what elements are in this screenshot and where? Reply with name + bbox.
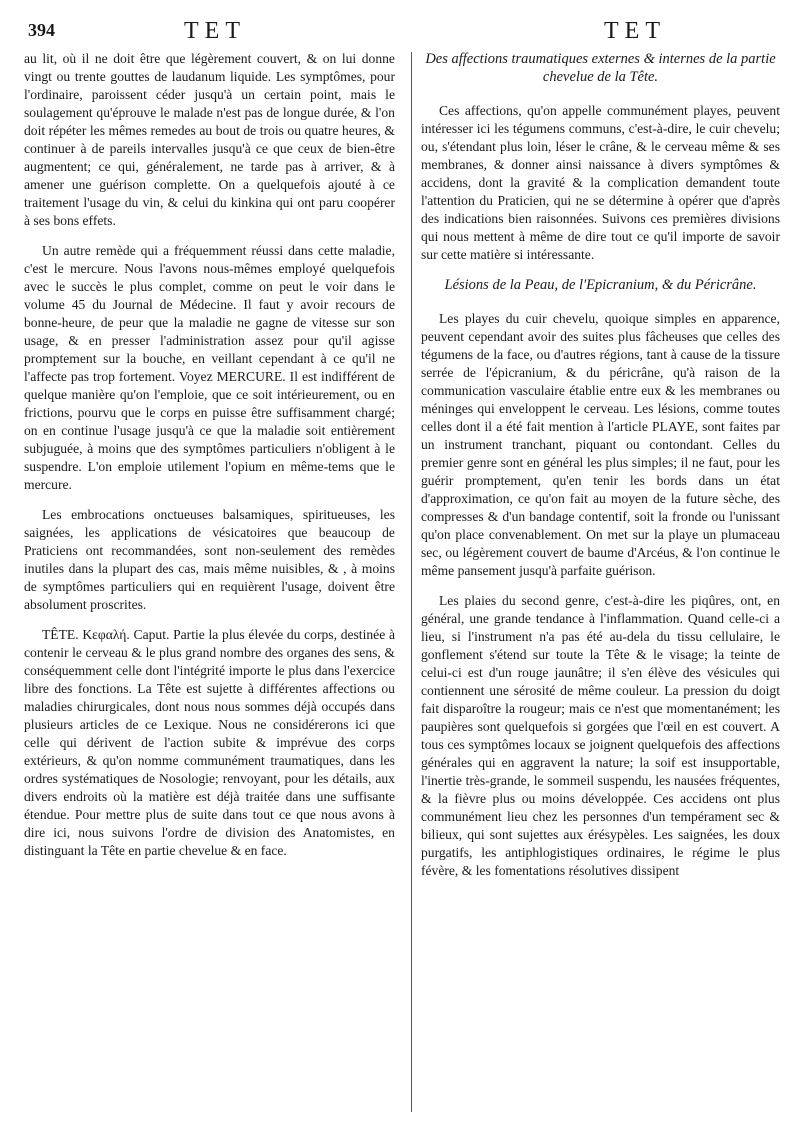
section-subheading: Lésions de la Peau, de l'Epicranium, & du Péricrâne. <box>444 277 757 293</box>
paragraph-tete-entry: TÊTE. Κεφαλή. Caput. Partie la plus élevée du corps, destinée à contenir le cerveau & le plus grand nombre des organes des sens, & conséquemment celle dont l'intégrité importe le plus dans l'exercice libre des fonctions. La Tête est sujette à différentes affections ou maladies chirurgicales, dont nous nous sommes déjà occupés dans plusieurs articles de ce Lexique. Nous ne considérerons ici que celle qui dérivent de l'action subite & imprévue des corps extérieurs, & qu'on nomme communément traumatiques, dans les ordres systématiques de Nosologie; renvoyant, pour les détails, aux divers endroits où la matière est déjà traitée dans une suffisante étendue. Pour mettre plus de suite dans tout ce que nous avons à dire ici, nous suivons l'ordre de division des Anatomistes, en distinguant la Tête en partie chevelue & en face. <box>24 627 395 858</box>
page-number: 394 <box>28 20 55 40</box>
section-title: Des affections traumatiques externes & internes de la partie chevelue de la Tête. <box>425 51 776 85</box>
running-head-right: TET <box>604 18 666 44</box>
two-column-body <box>24 50 780 892</box>
paragraph: Les plaies du second genre, c'est-à-dire les piqûres, ont, en général, une grande tendance à l'inflammation. Quand celle-ci a lieu, si l'instrument n'a pas été au-dela du tissu cellulaire, le gonflement s'étend sur toute la Tête & le visage; la teinte de celui-ci est d'un rouge jaunâtre; il s'en élève des vésicules qui contiennent une sérosité de même couleur. La pression du doigt fait disparoître la rougeur; mais ce n'est que momentanément; les paupières sont quelquefois si gorgées que l'œil en est couvert. A tous ces symptômes locaux se joignent quelquefois des affections générales qui en aggravent la nature; la soif est insupportable, l'inertie très-grande, le sommeil suspendu, les nausées fréquentes, & la fièvre plus ou moins développée. Ces accidens ont plus communément lieu chez les personnes d'un tempérament sec & bilieux, qui sont sujettes aux érésypèles. Les saignées, les doux purgatifs, les antiphlogistiques ordinaires, le régime le plus févère, & les fomentations résolutives dissipent <box>420 593 780 878</box>
left-column <box>24 50 395 892</box>
paragraph: Les embrocations onctueuses balsamiques, spiritueuses, les saignées, les applications de vésicatoires que beaucoup de Praticiens ont recommandées, sont non-seulement des remèdes inutiles dans la plupart des cas, mais même nuisibles, & , à moins de symptômes particuliers qui en requièrent l'usage, doivent être absolument proscrites. <box>24 507 395 612</box>
page-header <box>24 18 780 50</box>
paragraph: Ces affections, qu'on appelle communément playes, peuvent intéresser ici les tégumens communs, c'est-à-dire, le cuir chevelu; ou, s'étendant plus loin, léser le crâne, & le cerveau même & ses membranes, & donner ainsi naissance à divers symptômes & accidens, dont la gravité & la complication demandent toute l'attention du Praticien, qui ne se détermine à opérer que d'après des indications bien raisonnées. Suivons ces premières divisions qui nous mettent à même de dire tout ce qu'il importe de savoir sur cette matière si intéressante. <box>420 103 780 262</box>
paragraph: Un autre remède qui a fréquemment réussi dans cette maladie, c'est le mercure. Nous l'avons nous-mêmes employé quelquefois avec le succès le plus complet, comme on peut le voir dans le volume 45 du Journal de Médecine. Il faut y avoir recours de bonne-heure, de peur que la maladie ne gagne de vitesse sur son usage, & en presser l'administration assez pour qu'il agisse promptement sur la bouche, en veillant cependant à ce qu'il ne l'affecte pas trop fortement. Voyez MERCURE. Il est indifférent de quelque manière qu'on l'emploie, que ce soit intérieurement, ou en frictions, pourvu que le corps en puisse être suffisamment chargé; on en continue l'usage jusqu'à ce que la maladie soit entièrement subjuguée, à moins que des symptômes particuliers n'obligent à le suspendre. L'on emploie utilement l'opium en même-tems que le mercure. <box>24 243 395 492</box>
right-column <box>407 50 780 892</box>
paragraph: Les playes du cuir chevelu, quoique simples en apparence, peuvent cependant avoir des suites plus fâcheuses que celles des tégumens de la face, ou d'autres régions, tant à cause de la tissure serrée de l'épicranium, & du péricrâne, qu'à raison de la communication vasculaire établie entre eux & les membranes ou méninges qui enveloppent le cerveau. Les lésions, comme toutes celles dont il a été fait mention à l'article PLAYE, sont faites par un instrument tranchant, piquant ou contondant. Celles du premier genre sont en général les plus simples; il ne faut, pour les guérir promptement, qu'en tenir les bords dans un état d'approximation, ce qu'on fait au moyen de la future sèche, des compresses & d'un bandage contentif, soit la fronde ou l'unissant qu'on place convenablement. On met sur la playe un plumaceau sec, ou légèrement couvert de baume d'Arcéus, & l'on continue le même pansement jusqu'à parfaite guérison. <box>420 311 780 578</box>
paragraph: au lit, où il ne doit être que légèrement couvert, & on lui donne vingt ou trente gouttes de laudanum liquide. Les symptômes, pour l'ordinaire, paroissent céder jusqu'à un certain point, mais le soulagement qu'éprouve le malade n'est pas de longue durée, & l'on doit répéter les mêmes remedes au bout de trois ou quatre heures, & continuer à de pareils intervalles jusqu'à ce que ceux de bien-être augmentent; ce qui, généralement, ne tarde pas à arriver, & à amener une guérison complette. On a quelquefois ajouté à ce traitement l'usage du vin, & celui du kinkina qui ont paru coopérer à ses bons effets. <box>24 51 395 228</box>
running-head-left: TET <box>184 18 246 44</box>
